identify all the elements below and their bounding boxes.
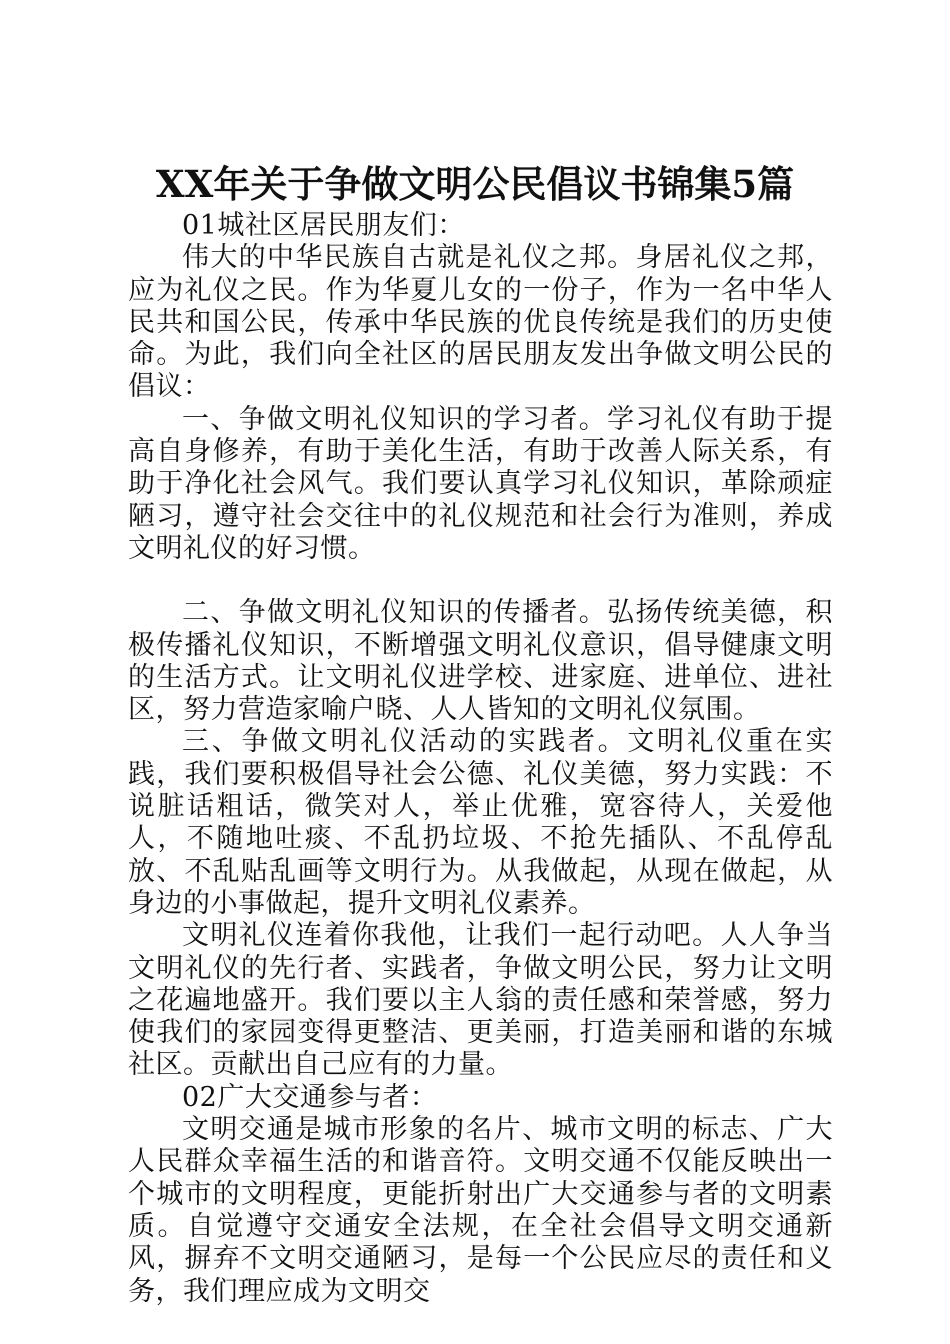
paragraph-practitioner: 三、争做文明礼仪活动的实践者。文明礼仪重在实践，我们要积极倡导社会公德、礼仪美德，努力实践：不说脏话粗话，微笑对人，举止优雅，宽容待人，关爱他人，不随地吐痰、不乱扔垃圾、不抢先插队、不乱停乱放、不乱贴乱画等文明行为。从我做起，从现在做起，从身边的小事做起，提升文明礼仪素养。 bbox=[128, 726, 833, 919]
document-title: XX年关于争做文明公民倡议书锦集5篇 bbox=[155, 162, 795, 206]
paragraph-greeting-1: 01城社区居民朋友们： bbox=[182, 210, 465, 241]
paragraph-intro: 伟大的中华民族自古就是礼仪之邦。身居礼仪之邦，应为礼仪之民。作为华夏儿女的一份子，作为一名中华人民共和国公民，传承中华民族的优良传统是我们的历史使命。为此，我们向全社区的居民朋友发出争做文明公民的倡议： bbox=[128, 242, 833, 403]
paragraph-greeting-2: 02广大交通参与者： bbox=[182, 1081, 438, 1113]
paragraph-spreader: 二、争做文明礼仪知识的传播者。弘扬传统美德，积极传播礼仪知识，不断增强文明礼仪意识，倡导健康文明的生活方式。让文明礼仪进学校、进家庭、进单位、进社区，努力营造家喻户晓、人人皆知的文明礼仪氛围。 bbox=[128, 597, 833, 726]
document-body bbox=[128, 210, 833, 1308]
paragraph-traffic: 文明交通是城市形象的名片、城市文明的标志、广大人民群众幸福生活的和谐音符。文明交通不仅能反映出一个城市的文明程度，更能折射出广大交通参与者的文明素质。自觉遵守交通安全法规，在全社会倡导文明交通新风，摒弃不文明交通陋习，是每一个公民应尽的责任和义务，我们理应成为文明交 bbox=[128, 1114, 833, 1307]
paragraph-learner: 一、争做文明礼仪知识的学习者。学习礼仪有助于提高自身修养，有助于美化生活，有助于改善人际关系，有助于净化社会风气。我们要认真学习礼仪知识，革除顽症陋习，遵守社会交往中的礼仪规范和社会行为准则，养成文明礼仪的好习惯。 bbox=[128, 403, 833, 564]
paragraph-conclusion: 文明礼仪连着你我他，让我们一起行动吧。人人争当文明礼仪的先行者、实践者，争做文明公民，努力让文明之花遍地盛开。我们要以主人翁的责任感和荣誉感，努力使我们的家园变得更整洁、更美丽，打造美丽和谐的东城社区。贡献出自己应有的力量。 bbox=[128, 920, 833, 1081]
